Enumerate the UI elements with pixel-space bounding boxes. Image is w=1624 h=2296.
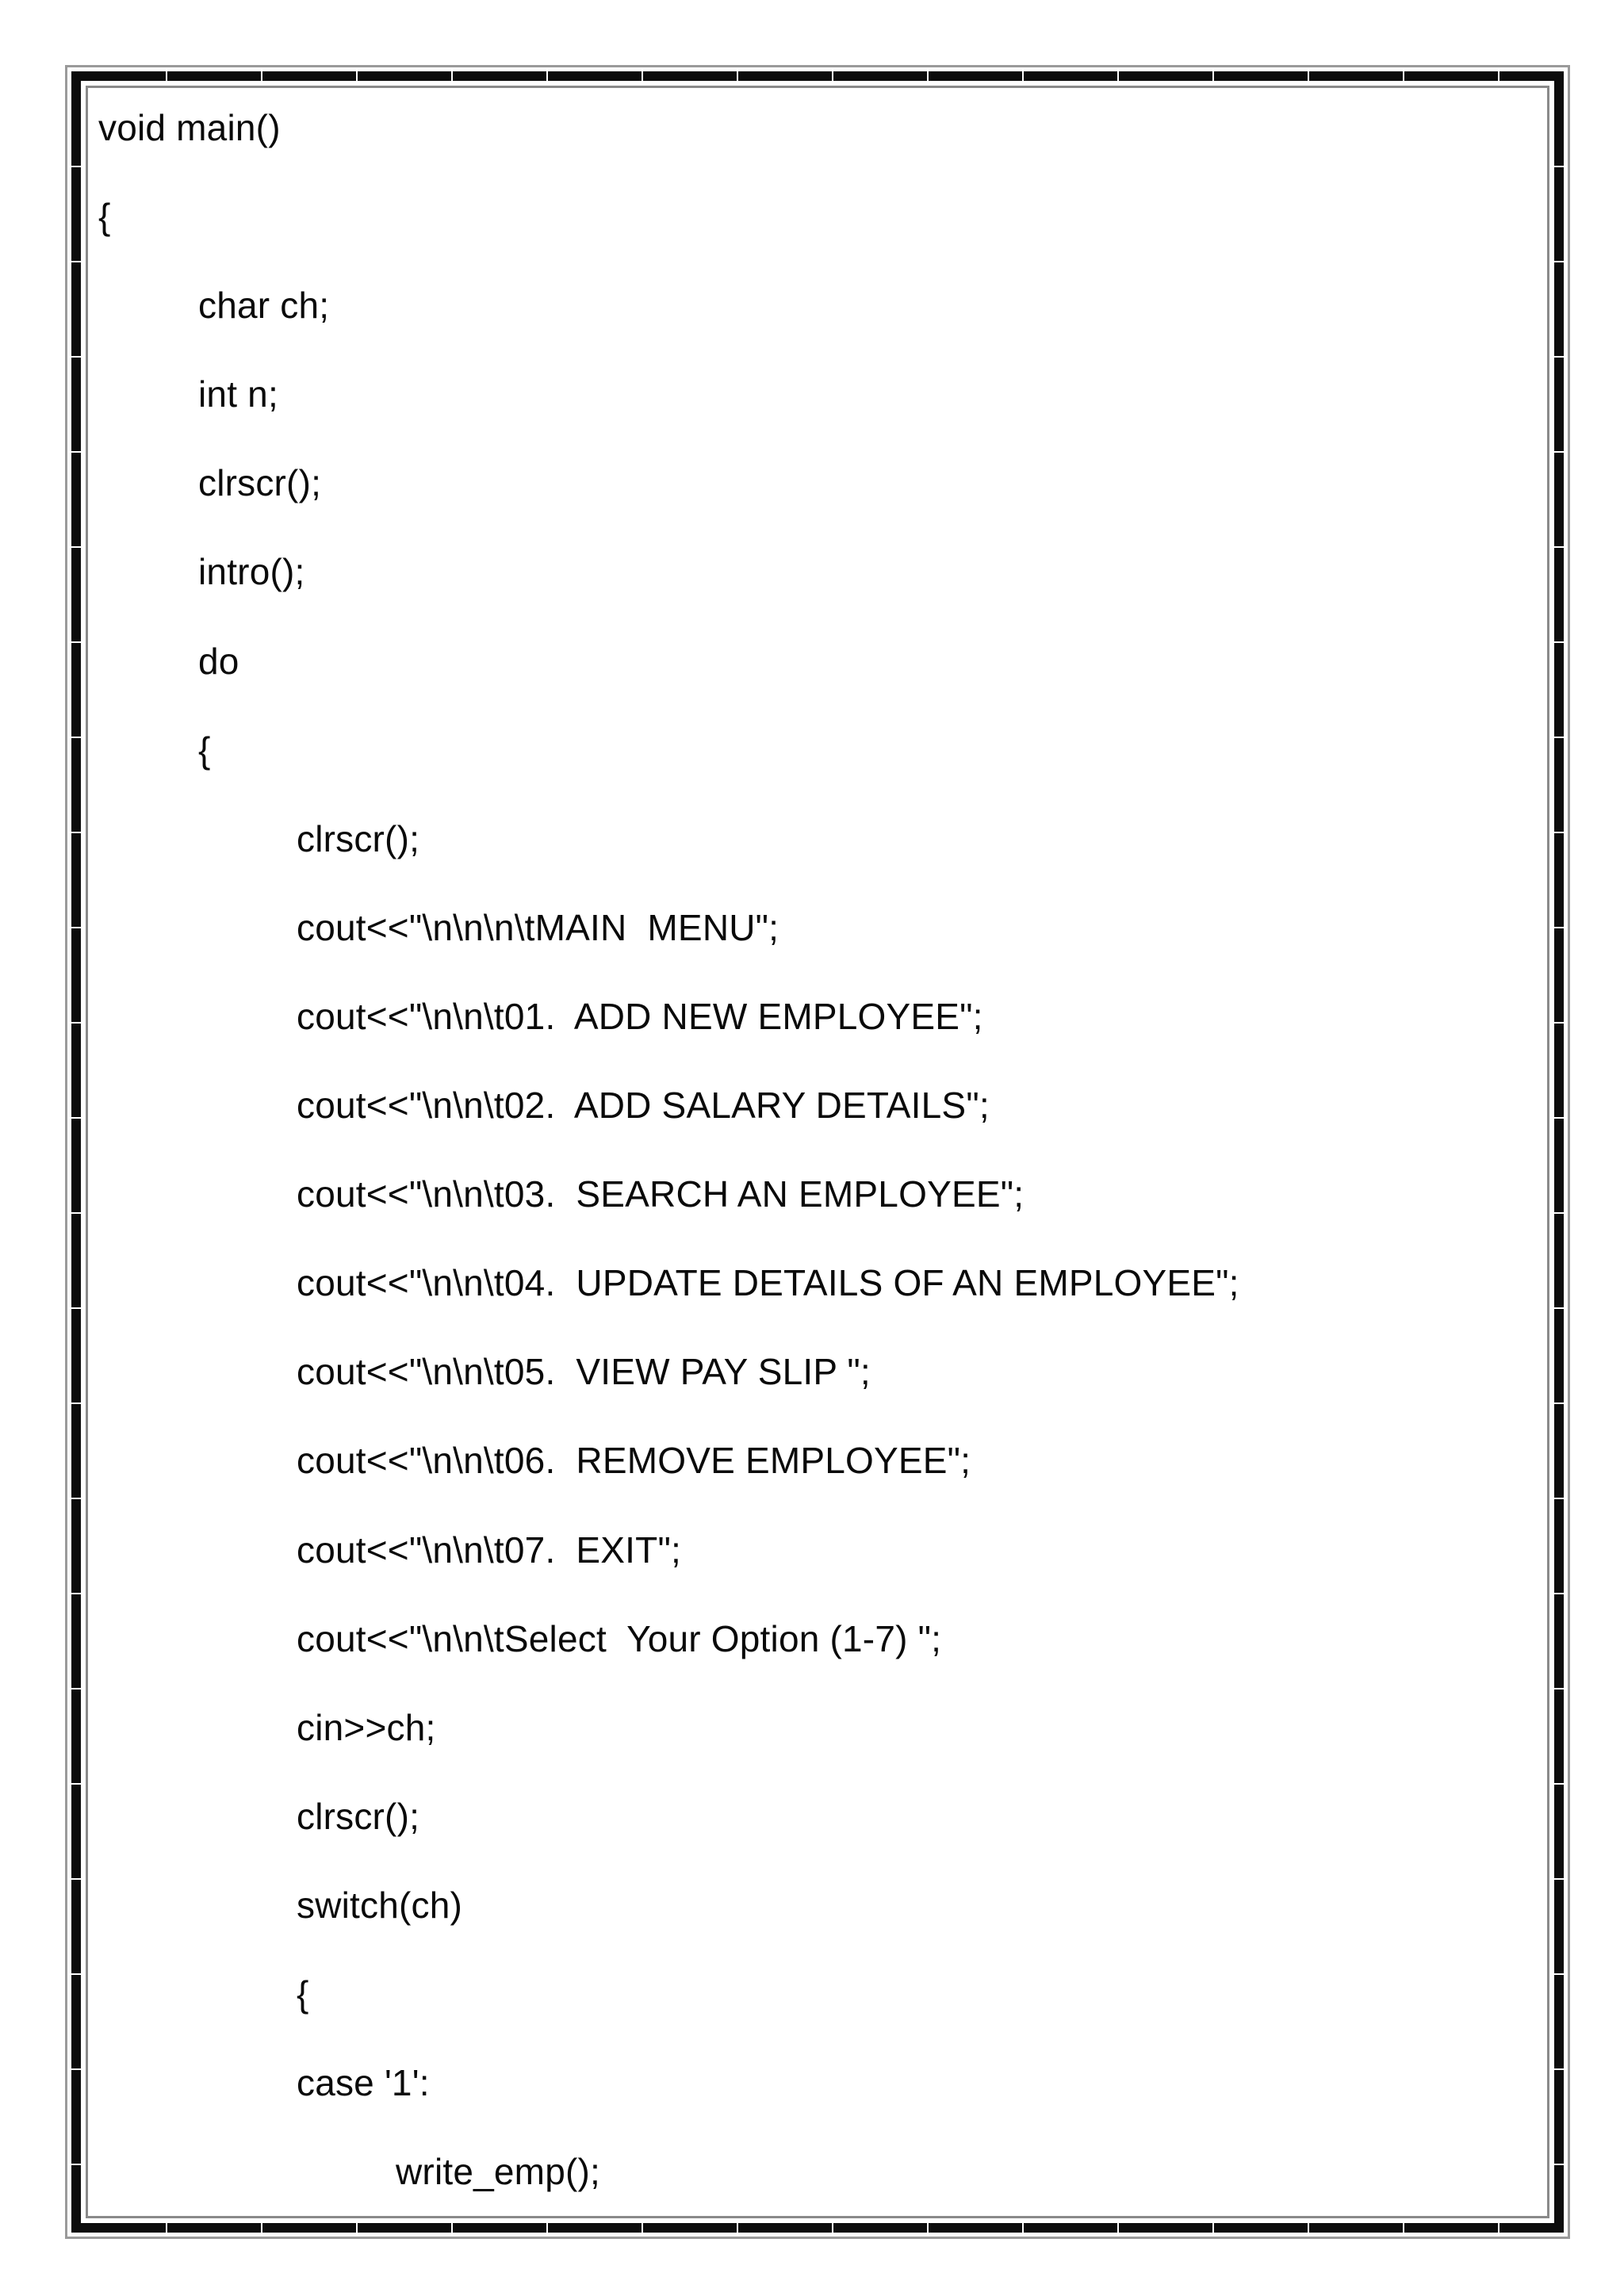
code-line: clrscr(); — [297, 817, 420, 859]
code-line: cout<<"\n\n\t01. ADD NEW EMPLOYEE"; — [297, 995, 983, 1037]
code-line: cout<<"\n\n\t07. EXIT"; — [297, 1529, 681, 1571]
code-line: cout<<"\n\n\tSelect Your Option (1-7) "; — [297, 1617, 942, 1659]
code-line: clrscr(); — [198, 462, 322, 504]
code-line: { — [98, 196, 111, 238]
code-line: cout<<"\n\n\n\tMAIN MENU"; — [297, 906, 779, 948]
code-line: cout<<"\n\n\t03. SEARCH AN EMPLOYEE"; — [297, 1173, 1025, 1215]
code-line: intro(); — [198, 551, 305, 593]
code-line: cout<<"\n\n\t06. REMOVE EMPLOYEE"; — [297, 1440, 971, 1482]
code-line: cout<<"\n\n\t05. VIEW PAY SLIP "; — [297, 1351, 871, 1393]
code-line: cin>>ch; — [297, 1706, 436, 1748]
code-line: char ch; — [198, 285, 330, 327]
code-listing — [98, 101, 1526, 2234]
code-line: do — [198, 640, 239, 682]
code-line: { — [198, 729, 211, 771]
code-line: int n; — [198, 373, 278, 415]
code-line: cout<<"\n\n\t02. ADD SALARY DETAILS"; — [297, 1085, 990, 1127]
code-line: { — [297, 1973, 309, 2015]
code-line: switch(ch) — [297, 1884, 463, 1926]
code-line: cout<<"\n\n\t04. UPDATE DETAILS OF AN EMPLOYEE"; — [297, 1262, 1239, 1304]
code-line: clrscr(); — [297, 1795, 420, 1837]
code-line: write_emp(); — [396, 2151, 601, 2193]
code-line: void main() — [98, 107, 281, 148]
code-line: case '1': — [297, 2062, 430, 2104]
